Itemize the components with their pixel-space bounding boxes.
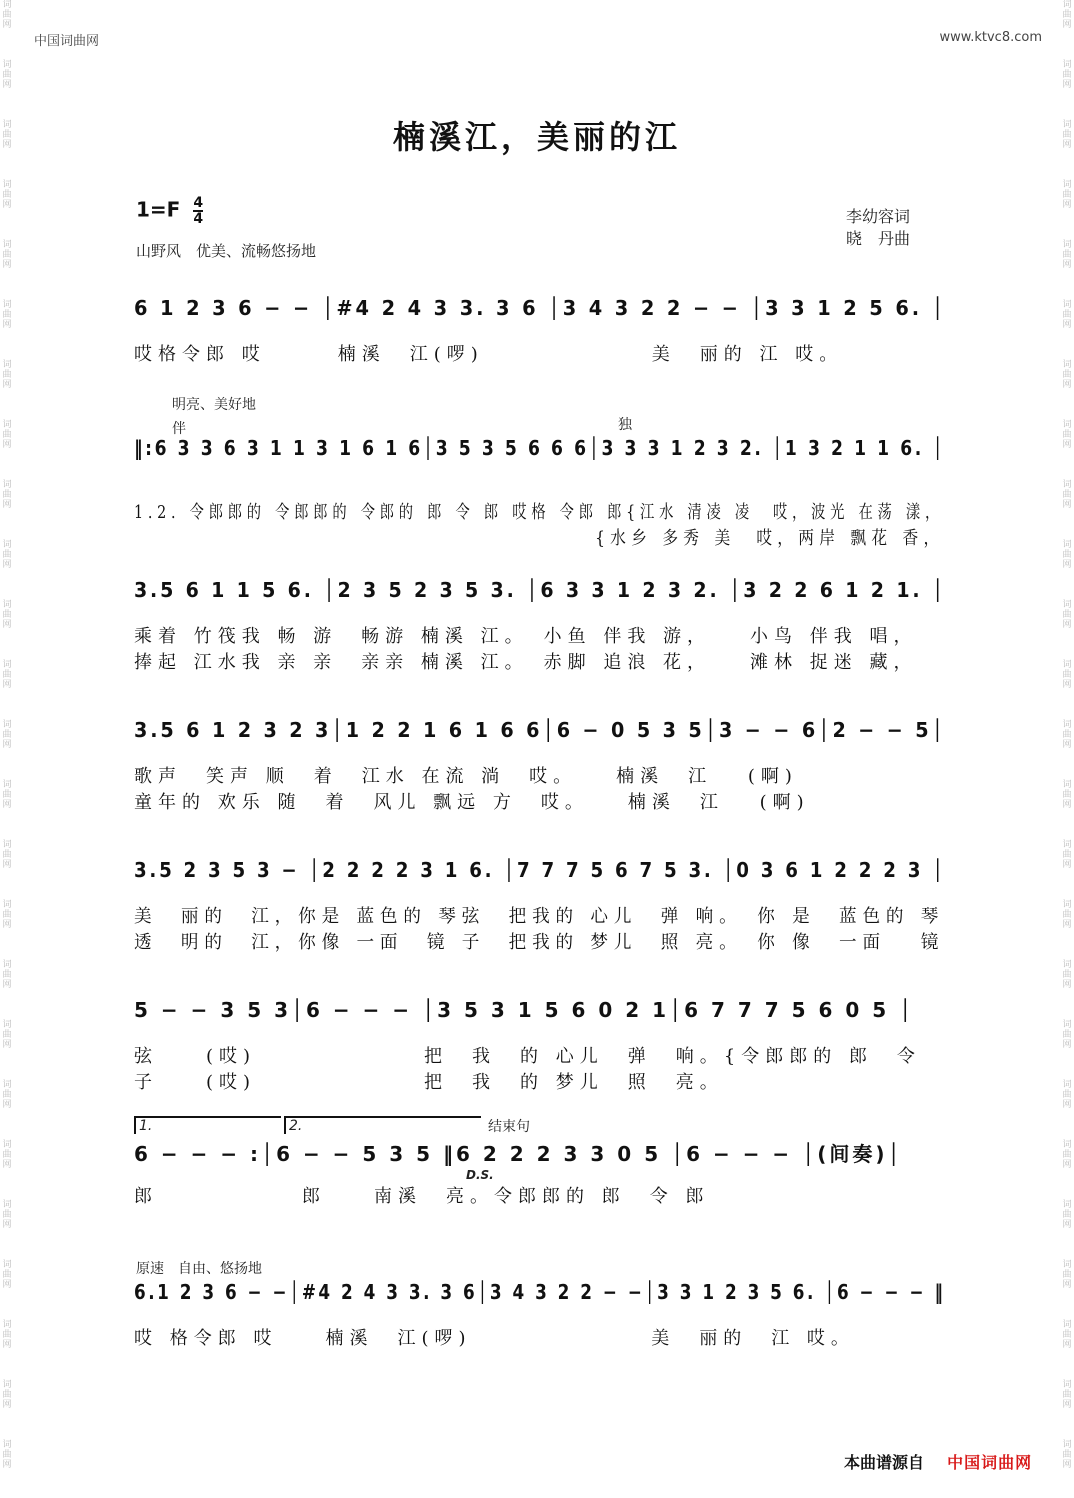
solo-mark: 独 <box>618 417 632 433</box>
music-line <box>134 296 946 346</box>
expression-mark: 明亮、美好地 <box>172 397 256 413</box>
watermark-text: 词 曲 网 <box>1062 660 1072 690</box>
dal-segno-mark: D.S. <box>466 1168 494 1182</box>
watermark-text: 词 曲 网 <box>1062 720 1072 750</box>
watermark-text: 词 曲 网 <box>2 720 12 750</box>
lyric-line: 子 (哎) 把 我 的 梦儿 照 亮。 <box>134 1072 724 1093</box>
jianpu-notes: ‖:6 3 3 6 3 1 1 3 1 6 1 6│3 5 3 5 6 6 6│3 3 3 1 2 3 2. │1 3 2 1 1 6. │ <box>134 436 946 460</box>
jianpu-notes: 6 1 2 3 6 − − │#4 2 4 3 3. 3 6 │3 4 3 2 2 − − │3 3 1 2 5 6. │ <box>134 296 947 320</box>
volta-first-ending: 1. <box>134 1116 281 1134</box>
watermark-text: 词 曲 网 <box>1062 1080 1072 1110</box>
left-watermark <box>0 0 14 1498</box>
watermark-text: 词 曲 网 <box>1062 540 1072 570</box>
watermark-text: 词 曲 网 <box>1062 360 1072 390</box>
time-top: 4 <box>193 195 204 211</box>
watermark-text: 词 曲 网 <box>2 300 12 330</box>
lyric-line: 歌声 笑声 顺 着 江水 在流 淌 哎。 楠溪 江 (啊) <box>134 766 798 787</box>
right-watermark <box>1060 0 1074 1498</box>
footer-source <box>844 1450 1032 1473</box>
music-line <box>134 998 946 1048</box>
watermark-text: 词 曲 网 <box>1062 480 1072 510</box>
watermark-text: 词 曲 网 <box>2 1020 12 1050</box>
site-name-left: 中国词曲网 <box>34 34 100 49</box>
watermark-text: 词 曲 网 <box>2 480 12 510</box>
watermark-text: 词 曲 网 <box>1062 420 1072 450</box>
watermark-text: 词 曲 网 <box>2 540 12 570</box>
accompaniment-mark: 伴 <box>172 421 186 437</box>
music-line <box>134 436 946 486</box>
watermark-text: 词 曲 网 <box>1062 1200 1072 1230</box>
coda-label: 结束句 <box>488 1119 530 1135</box>
lyric-line: 透 明的 江，你像 一面 镜 子 把我的 梦儿 照 亮。 你 像 一面 镜 <box>134 932 945 953</box>
watermark-text: 词 曲 网 <box>2 120 12 150</box>
music-line <box>134 718 946 768</box>
jianpu-notes: 6.1 2 3 6 − −│#4 2 4 3 3. 3 6│3 4 3 2 2 − −│3 3 1 2 3 5 6. │6 − − − ‖ <box>134 1280 946 1304</box>
jianpu-notes: 3.5 6 1 1 5 6. │2 3 5 2 3 5 3. │6 3 3 1 2 3 2. │3 2 2 6 1 2 1. │ <box>134 578 947 602</box>
watermark-text: 词 曲 网 <box>1062 1440 1072 1470</box>
watermark-text: 词 曲 网 <box>2 960 12 990</box>
watermark-text: 词 曲 网 <box>2 1440 12 1470</box>
lyric-line: {水乡 多秀 美 哎，两岸 飘花 香， <box>134 528 945 549</box>
watermark-text: 词 曲 网 <box>2 420 12 450</box>
watermark-text: 词 曲 网 <box>2 180 12 210</box>
watermark-text: 词 曲 网 <box>2 1380 12 1410</box>
watermark-text: 词 曲 网 <box>2 900 12 930</box>
time-signature <box>193 196 203 226</box>
watermark-text: 词 曲 网 <box>2 1320 12 1350</box>
jianpu-notes: 3.5 2 3 5 3 − │2 2 2 2 3 1 6. │7 7 7 5 6 7 5 3. │0 3 6 1 2 2 2 3 │ <box>134 858 946 882</box>
watermark-text: 词 曲 网 <box>2 240 12 270</box>
watermark-text: 词 曲 网 <box>1062 780 1072 810</box>
lyric-line: 哎 格令郎 哎 楠溪 江(啰) 美 丽的 江 哎。 <box>134 1328 855 1349</box>
lyric-line: 童年的 欢乐 随 着 风儿 飘远 方 哎。 楠溪 江 (啊) <box>134 792 810 813</box>
watermark-text: 词 曲 网 <box>2 1140 12 1170</box>
watermark-text: 词 曲 网 <box>1062 840 1072 870</box>
watermark-text: 词 曲 网 <box>1062 1320 1072 1350</box>
watermark-text: 词 曲 网 <box>1062 60 1072 90</box>
watermark-text: 词 曲 网 <box>1062 180 1072 210</box>
site-url-right: www.ktvc8.com <box>939 30 1042 45</box>
watermark-text: 词 曲 网 <box>2 0 12 30</box>
watermark-text: 词 曲 网 <box>2 660 12 690</box>
page-title: 楠溪江，美丽的江 <box>392 118 681 156</box>
watermark-text: 词 曲 网 <box>1062 900 1072 930</box>
watermark-text: 词 曲 网 <box>1062 0 1072 30</box>
watermark-text: 词 曲 网 <box>1062 1140 1072 1170</box>
jianpu-notes: 3.5 6 1 2 3 2 3│1 2 2 1 6 1 6 6│6 − 0 5 3 5│3 − − 6│2 − − 5│ <box>134 718 946 742</box>
source-label: 本曲谱源自 <box>844 1453 925 1472</box>
key-label: 1=F <box>136 197 181 222</box>
watermark-text: 词 曲 网 <box>2 840 12 870</box>
watermark-text: 词 曲 网 <box>2 60 12 90</box>
watermark-text: 词 曲 网 <box>1062 1020 1072 1050</box>
music-line <box>134 1280 946 1330</box>
expression-mark: 原速 自由、悠扬地 <box>136 1261 262 1277</box>
jianpu-notes: 6 − − − :│6 − − 5 3 5 ‖6 2 2 2 3 3 0 5 │6 − − − │(间奏)│ <box>134 1142 903 1166</box>
watermark-text: 词 曲 网 <box>2 360 12 390</box>
watermark-text: 词 曲 网 <box>2 1080 12 1110</box>
lyricist: 李幼容词 <box>846 207 911 226</box>
lyric-line: 美 丽的 江，你是 蓝色的 琴弦 把我的 心儿 弹 响。 你 是 蓝色的 琴 <box>134 906 945 927</box>
time-bottom: 4 <box>193 211 204 227</box>
source-site: 中国词曲网 <box>947 1453 1033 1472</box>
music-line <box>134 858 946 908</box>
watermark-text: 词 曲 网 <box>1062 1380 1072 1410</box>
watermark-text: 词 曲 网 <box>1062 300 1072 330</box>
watermark-text: 词 曲 网 <box>2 600 12 630</box>
lyric-line: 郎 郎 南溪 亮。令郎郎的 郎 令 郎 <box>134 1186 710 1207</box>
lyric-line: 弦 (哎) 把 我 的 心儿 弹 响。{令郎郎的 郎 令 <box>134 1046 921 1067</box>
lyric-line: 1.2. 令郎郎的 令郎郎的 令郎的 郎 令 郎 哎格 令郎 郎{江水 清凌 凌 哎，波光 在荡 漾， <box>134 502 945 523</box>
volta-second-ending: 2. <box>284 1116 481 1134</box>
watermark-text: 词 曲 网 <box>1062 600 1072 630</box>
watermark-text: 词 曲 网 <box>1062 960 1072 990</box>
jianpu-notes: 5 − − 3 5 3│6 − − − │3 5 3 1 5 6 0 2 1│6 7 7 7 5 6 0 5 │ <box>134 998 915 1022</box>
composer: 晓 丹曲 <box>846 229 911 248</box>
lyric-line: 哎格令郎 哎 楠溪 江(啰) 美 丽的 江 哎。 <box>134 344 844 365</box>
music-line <box>134 1138 946 1188</box>
watermark-text: 词 曲 网 <box>2 1200 12 1230</box>
watermark-text: 词 曲 网 <box>1062 240 1072 270</box>
watermark-text: 词 曲 网 <box>1062 1260 1072 1290</box>
tempo-mark: 山野风 优美、流畅悠扬地 <box>136 242 317 260</box>
watermark-text: 词 曲 网 <box>1062 120 1072 150</box>
music-line <box>134 578 946 628</box>
lyric-line: 乘着 竹筏我 畅 游 畅游 楠溪 江。 小鱼 伴我 游， 小鸟 伴我 唱， <box>134 626 918 647</box>
watermark-text: 词 曲 网 <box>2 780 12 810</box>
lyric-line: 捧起 江水我 亲 亲 亲亲 楠溪 江。 赤脚 追浪 花， 滩林 捉迷 藏， <box>134 652 918 673</box>
watermark-text: 词 曲 网 <box>2 1260 12 1290</box>
key-signature <box>136 196 203 226</box>
